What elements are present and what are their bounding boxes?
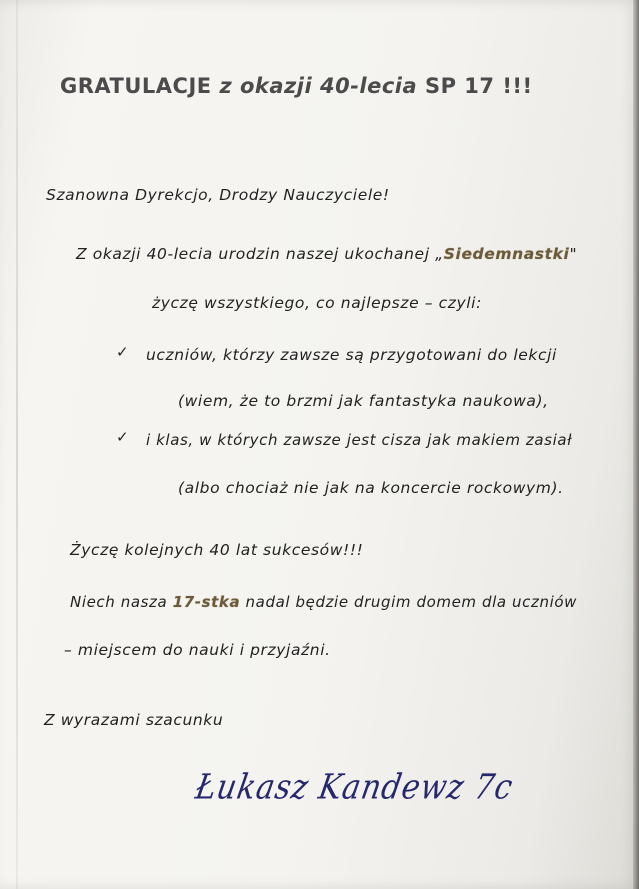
- highlight-17-stka: 17-stka: [172, 593, 241, 611]
- page-fold: [16, 0, 18, 889]
- line-anniversary-after: ": [569, 245, 578, 263]
- line-wishes: życzę wszystkiego, co najlepsze – czyli:: [152, 294, 482, 312]
- greeting: Szanowna Dyrekcjo, Drodzy Nauczyciele!: [46, 186, 390, 204]
- highlight-siedemnastki: Siedemnastki: [443, 245, 570, 263]
- line-learning-friendship: – miejscem do nauki i przyjaźni.: [64, 641, 331, 659]
- bullet-students: uczniów, którzy zawsze są przygotowani do lekcji: [146, 346, 557, 364]
- title-end: SP 17 !!!: [424, 74, 533, 98]
- line-second-home: [70, 593, 577, 611]
- line-anniversary-before: Z okazji 40-lecia urodzin naszej ukochanej „: [76, 245, 444, 263]
- title-main: GRATULACJE: [60, 74, 212, 98]
- title-rest: z okazji 40-lecia: [219, 74, 418, 98]
- line-second-home-before: Niech nasza: [70, 593, 173, 611]
- line-second-home-after: nadal będzie drugim domem dla uczniów: [240, 593, 577, 611]
- line-anniversary: [76, 245, 577, 263]
- bullet-classes: i klas, w których zawsze jest cisza jak makiem zasiał: [146, 431, 573, 449]
- bullet-classes-note: (albo chociaż nie jak na koncercie rockowym).: [178, 479, 564, 497]
- checkmark-icon: ✓: [116, 343, 129, 361]
- wish-success: Życzę kolejnych 40 lat sukcesów!!!: [70, 541, 364, 559]
- closing: Z wyrazami szacunku: [44, 711, 224, 729]
- checkmark-icon: ✓: [116, 428, 129, 446]
- letter-title: [60, 74, 533, 98]
- bullet-students-note: (wiem, że to brzmi jak fantastyka naukowa),: [178, 392, 549, 410]
- handwritten-signature: Łukasz Kandewz 7c: [192, 767, 517, 808]
- page-edge-shadow: [633, 0, 639, 889]
